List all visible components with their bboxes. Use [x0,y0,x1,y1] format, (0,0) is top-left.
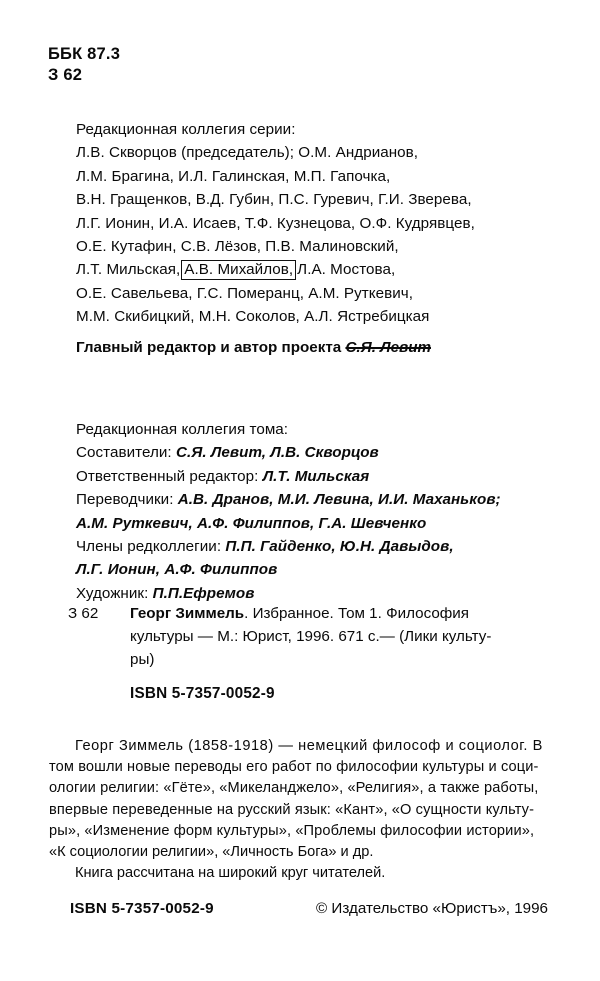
series-board-heading: Редакционная коллегия серии: [76,121,296,138]
volume-board-entry [76,488,501,511]
copyright-notice: © Издательство «Юристъ», 1996 [316,900,548,917]
entry-names: С.Я. Левит, Л.В. Скворцов [175,444,379,462]
series-board-member-line-boxed [76,258,475,281]
biblio-title: . Избранное. Том 1. Философия [244,605,469,622]
volume-board-entry [76,535,501,558]
entry-names: Л.Г. Ионин, А.Ф. Филиппов [76,561,278,579]
abstract-block [49,736,554,884]
series-board-member-line: Л.В. Скворцов (председатель); О.М. Андрианов, [76,144,419,162]
entry-names: Л.Т. Мильская [262,467,370,485]
biblio-description [130,602,538,671]
abstract-line: «К социологии религии», «Личность Бога» и др. [49,844,374,861]
entry-label: Члены редколлегии: [76,538,226,556]
chief-editor-name-struck: С.Я. Левит [345,339,431,356]
series-board-member-line: В.Н. Гращенков, В.Д. Губин, П.С. Гуревич, Г.И. Зверева, [76,191,472,209]
isbn-footer: ISBN 5-7357-0052-9 [70,900,214,917]
chief-editor-role: Главный редактор и автор проекта [76,339,342,356]
classification-block [48,44,120,86]
series-board-member-line: О.Е. Савельева, Г.С. Померанц, А.М. Руткевич, [76,284,414,302]
series-board-member-line: М.М. Скибицкий, М.Н. Соколов, А.Л. Ястребицкая [76,308,430,326]
author-mark: З 62 [48,66,83,84]
series-board-member-line: О.Е. Кутафин, С.В. Лёзов, П.В. Малиновский, [76,238,399,256]
name-after-box: Л.А. Мостова, [297,261,396,279]
bibliographic-record [68,602,538,671]
entry-names: П.П.Ефремов [152,584,255,602]
entry-names: А.В. Дранов, М.И. Левина, И.И. Маханьков; [177,491,501,509]
volume-editorial-board [76,418,501,605]
volume-board-entry [76,441,501,464]
abstract-line: впервые переведенные на русский язык: «Кант», «О сущности культу- [49,801,535,818]
volume-board-entry-cont [76,558,501,581]
biblio-line-3: ры) [130,651,155,668]
abstract-line: ры», «Изменение форм культуры», «Проблемы философии истории», [49,822,535,839]
volume-board-entry-cont [76,512,501,535]
chief-editor-line [76,337,431,359]
biblio-line-2: культуры — М.: Юрист, 1996. 671 с.— (Лики культу- [130,628,492,645]
series-board-member-line: Л.Г. Ионин, И.А. Исаев, Т.Ф. Кузнецова, О.Ф. Кудрявцев, [76,214,475,232]
abstract-line: ологии религии: «Гёте», «Микеланджело», «Религия», а также работы, [49,780,539,797]
entry-label: Художник: [76,584,153,602]
abstract-line: Книга рассчитана на широкий круг читателей. [75,865,386,882]
entry-label: Составители: [76,444,176,462]
entry-names: П.П. Гайденко, Ю.Н. Давыдов, [225,538,454,556]
abstract-line: том вошли новые переводы его работ по философии культуры и соци- [49,759,539,776]
volume-board-heading: Редакционная коллегия тома: [76,421,289,438]
abstract-line: Георг Зиммель (1858-1918) — немецкий философ и социолог. В [75,738,543,754]
entry-names: А.М. Руткевич, А.Ф. Филиппов, Г.А. Шевченко [76,514,427,532]
series-editorial-board [76,118,475,329]
series-board-member-line: Л.М. Брагина, И.Л. Галинская, М.П. Гапочка, [76,167,391,185]
page-footer [70,900,554,917]
isbn-main: ISBN 5-7357-0052-9 [130,685,275,702]
biblio-author: Георг Зиммель [130,605,245,622]
entry-label: Переводчики: [76,491,178,509]
boxed-deceased-name: А.В. Михайлов, [181,260,296,280]
entry-label: Ответственный редактор: [76,467,263,485]
name-before-box: Л.Т. Мильская, [76,261,181,279]
biblio-line-1 [130,602,538,625]
volume-board-entry [76,465,501,488]
biblio-author-mark: З 62 [68,605,99,622]
bbk-code: ББК 87.3 [48,45,121,63]
